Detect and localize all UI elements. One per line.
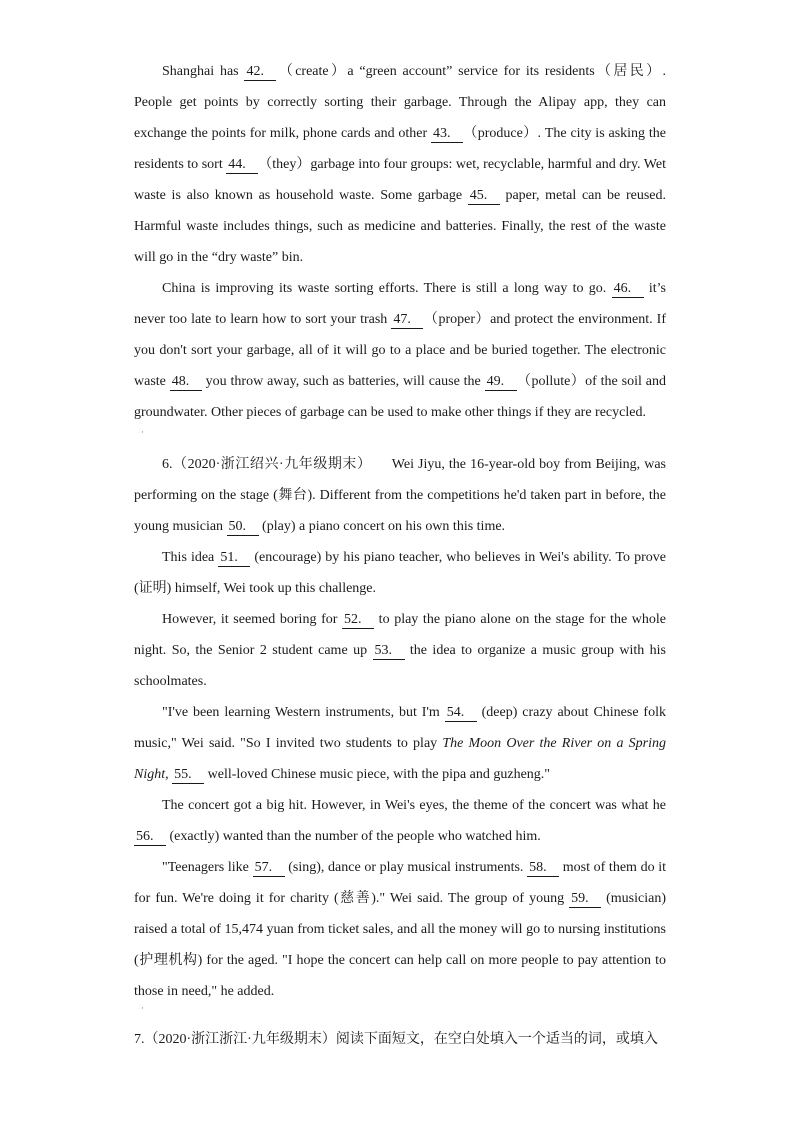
blank-43[interactable]: 43.: [431, 126, 463, 143]
blank-55[interactable]: 55.: [172, 767, 204, 784]
paragraph: However, it seemed boring for 52. to play the piano alone on the stage for the whole night. So, the Senior 2 student came up 53. the idea to organize a music group with his schoolmates.: [134, 612, 667, 689]
paragraph-mark: ·: [141, 428, 144, 438]
paragraph: 6.（2020·浙江绍兴·九年级期末） Wei Jiyu, the 16-year-old boy from Beijing, was performing on the stage (舞台). Different from the competitions he'd taken part in before, the young musician 50. (play) a piano concert on his own this time.: [134, 457, 666, 534]
blank-46[interactable]: 46.: [612, 281, 644, 298]
paragraph: "Teenagers like 57. (sing), dance or play musical instruments. 58. most of them do it for fun. We're doing it for charity (慈善)." Wei said. The group of young 59. (musician) raised a total of 15,474 yuan from ticket sales, and all the money will go to nursing institutions (护理机构) for the aged. "I hope the concert can help call on more people to pay attention to those in need," he added.: [134, 860, 667, 999]
question-header: 6.（2020·浙江绍兴·九年级期末）: [162, 457, 372, 472]
blank-49[interactable]: 49.: [485, 374, 517, 391]
blank-54[interactable]: 54.: [445, 705, 477, 722]
blank-52[interactable]: 52.: [342, 612, 374, 629]
blank-53[interactable]: 53.: [373, 643, 405, 660]
blank-59[interactable]: 59.: [569, 891, 601, 908]
blank-50[interactable]: 50.: [227, 519, 259, 536]
blank-51[interactable]: 51.: [218, 550, 250, 567]
passage-6: [134, 449, 666, 1007]
passage-5: [134, 56, 666, 428]
blank-58[interactable]: 58.: [527, 860, 559, 877]
paragraph: This idea 51. (encourage) by his piano teacher, who believes in Wei's ability. To prove (证明) himself, Wei took up this challenge.: [134, 550, 666, 596]
paragraph-mark: ·: [141, 1004, 144, 1014]
paragraph: China is improving its waste sorting efforts. There is still a long way to go. 46. it’s never too late to learn how to sort your trash 47. （proper）and protect the environment. If you don't sort your garbage, all of it will go to a place and be buried together. The electronic waste 48. you throw away, such as batteries, will cause the 49. （pollute）of the soil and groundwater. Other pieces of garbage can be used to make other things if they are recycled.: [134, 281, 667, 420]
blank-42[interactable]: 42.: [244, 64, 276, 81]
paragraph: The concert got a big hit. However, in Wei's eyes, the theme of the concert was what he 56. (exactly) wanted than the number of the people who watched him.: [136, 798, 666, 844]
song-title: The Moon Over the River on a Spring Night: [134, 736, 666, 782]
blank-57[interactable]: 57.: [253, 860, 285, 877]
paragraph: Shanghai has 42. （create）a “green account” service for its residents（居民）. People get points by correctly sorting their garbage. Through the Alipay app, they can exchange the points for milk, phone cards and other 43. （produce）. The city is asking the residents to sort 44. （they）garbage into four groups: wet, recyclable, harmful and dry. Wet waste is also known as household waste. Some garbage 45. paper, metal can be reused. Harmful waste includes things, such as medicine and batteries. Finally, the rest of the waste will go in the “dry waste” bin.: [134, 64, 667, 265]
paragraph: "I've been learning Western instruments, but I'm 54. (deep) crazy about Chinese folk music," Wei said. "So I invited two students to play The Moon Over the River on a Spring Night, 55. well-loved Chinese music piece, with the pipa and guzheng.": [134, 705, 666, 782]
blank-48[interactable]: 48.: [170, 374, 202, 391]
blank-45[interactable]: 45.: [468, 188, 500, 205]
question-7-header: 7.（2020·浙江浙江·九年级期末）阅读下面短文，在空白处填入一个适当的词，或填入: [134, 1032, 658, 1047]
blank-47[interactable]: 47.: [391, 312, 423, 329]
blank-44[interactable]: 44.: [226, 157, 258, 174]
blank-56[interactable]: 56.: [134, 829, 166, 846]
